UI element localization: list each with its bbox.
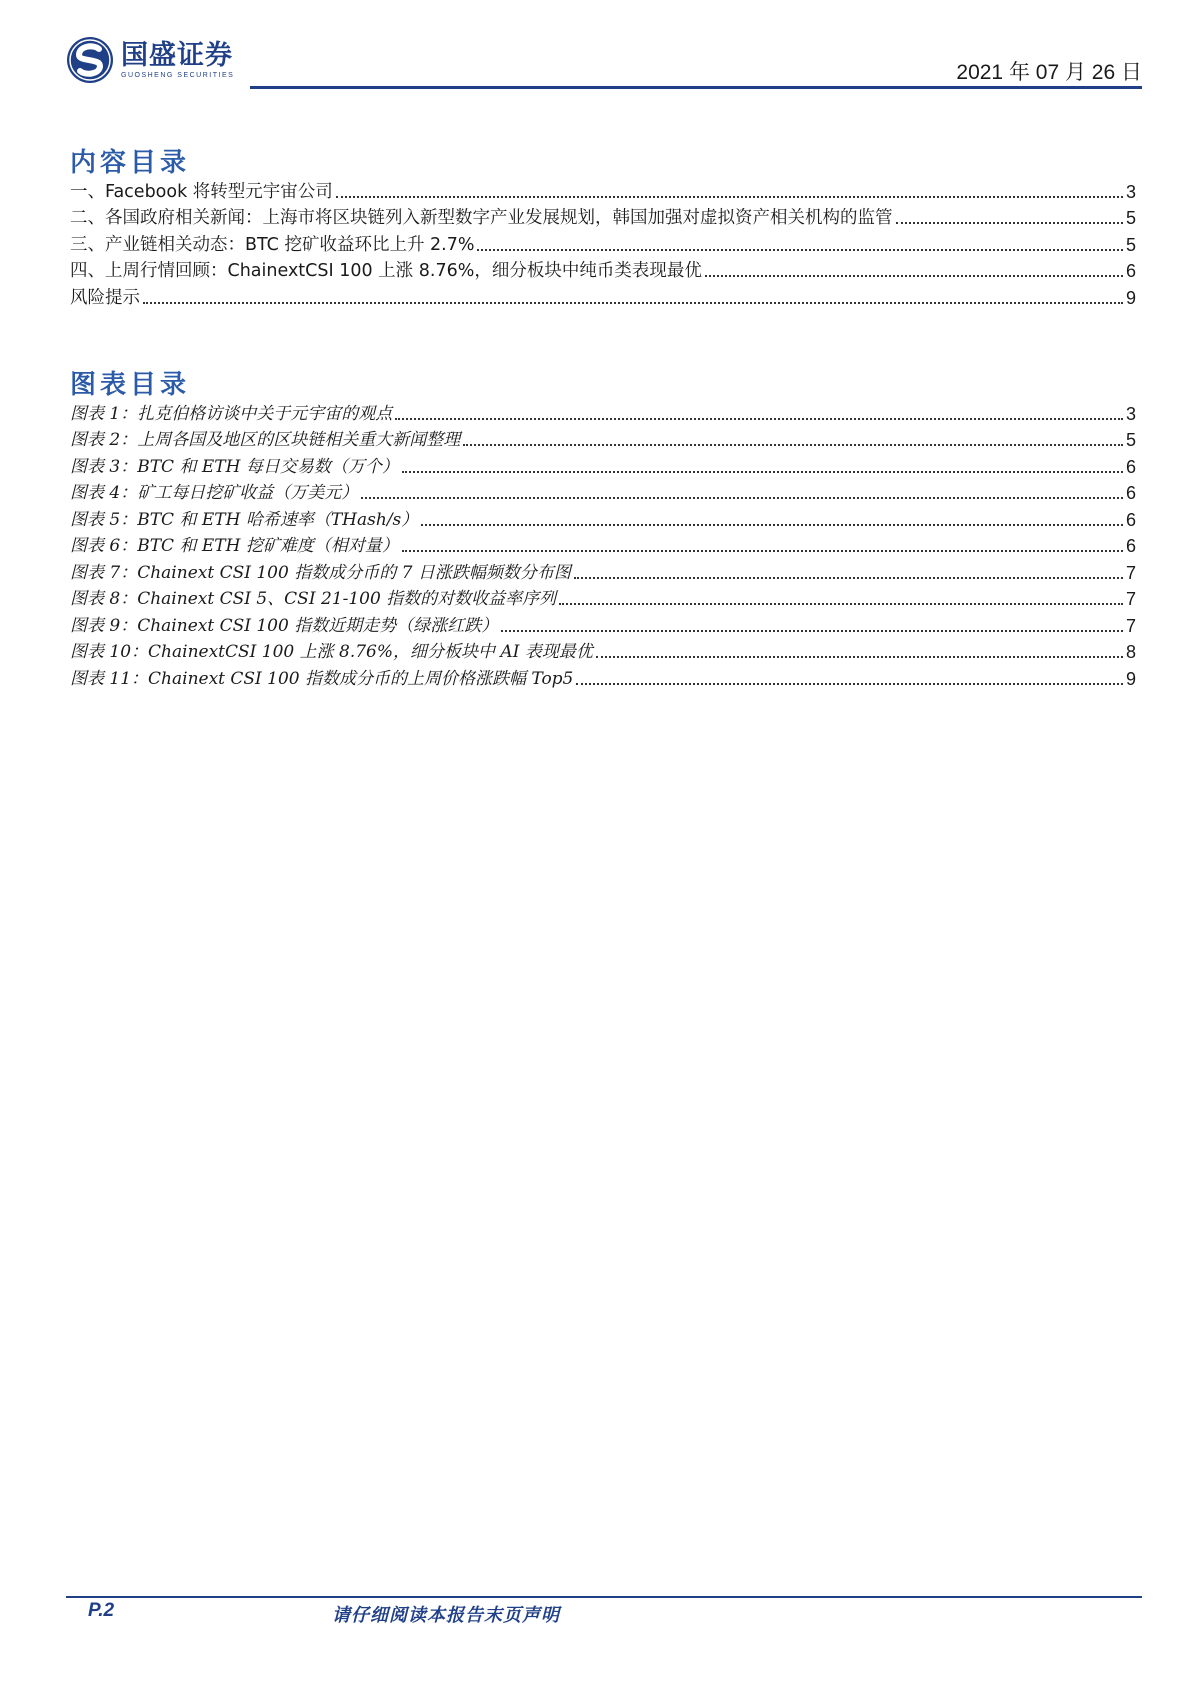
toc-entry-page: 6 [1125,261,1136,281]
toc-leader [421,524,1123,526]
figure-entry-page: 7 [1125,562,1136,583]
toc-entry[interactable] [70,176,1136,203]
toc-leader [574,577,1123,579]
toc-leader [596,656,1123,658]
toc-entry-text: 一、Facebook 将转型元宇宙公司 [70,181,333,202]
toc-leader [143,302,1123,304]
toc-leader [559,603,1123,605]
figure-entry-text: 图表 9：Chainext CSI 100 指数近期走势（绿涨红跌） [70,615,499,636]
figure-entry-page: 6 [1125,509,1136,530]
toc-entry[interactable] [70,256,1136,283]
figure-entry-page: 5 [1125,430,1136,450]
toc-entry[interactable] [70,282,1136,309]
toc-entry-page: 5 [1125,208,1136,228]
toc-entry[interactable] [70,203,1136,230]
toc-leader [477,249,1123,251]
logo-name-cn: 国盛证券 [121,40,233,71]
toc-entry-text: 三、产业链相关动态：BTC 挖矿收益环比上升 2.7% [70,234,475,255]
toc-leader [361,497,1123,499]
contents-list [70,176,1136,309]
figure-entry-text: 图表 5：BTC 和 ETH 哈希速率（THash/s） [70,509,419,530]
figure-entry[interactable] [70,637,1136,664]
report-date: 2021 年 07 月 26 日 [956,61,1142,84]
figures-list [70,398,1136,690]
figure-entry-page: 6 [1125,536,1136,556]
footer-disclaimer-note: 请仔细阅读本报告末页声明 [332,1605,560,1626]
figure-entry[interactable] [70,504,1136,531]
toc-entry-text: 风险提示 [70,287,140,308]
footer-divider [66,1596,1142,1598]
figure-entry[interactable] [70,451,1136,478]
company-logo [66,36,234,84]
figure-entry-text: 图表 3：BTC 和 ETH 每日交易数（万个） [70,456,399,477]
logo-mark-icon [66,36,114,84]
figures-title: 图表目录 [70,370,191,400]
figure-entry-text: 图表 11：Chainext CSI 100 指数成分币的上周价格涨跌幅 Top5 [70,668,574,689]
figure-entry[interactable] [70,663,1136,690]
figure-entry-page: 8 [1125,642,1136,662]
figure-entry[interactable] [70,557,1136,584]
figure-entry-page: 6 [1125,456,1136,477]
toc-leader [705,275,1123,277]
figure-entry-page: 7 [1125,589,1136,609]
figure-entry[interactable] [70,584,1136,611]
figure-entry[interactable] [70,425,1136,452]
figure-entry-page: 7 [1125,615,1136,636]
figure-entry-text: 图表 8：Chainext CSI 5、CSI 21-100 指数的对数收益率序列 [70,589,557,609]
toc-entry-page: 5 [1125,234,1136,255]
figure-entry-text: 图表 7：Chainext CSI 100 指数成分币的 7 日涨跌幅频数分布图 [70,562,571,583]
figure-entry-text: 图表 6：BTC 和 ETH 挖矿难度（相对量） [70,536,399,556]
contents-title: 内容目录 [70,148,191,178]
figure-entry-text: 图表 2：上周各国及地区的区块链相关重大新闻整理 [70,430,461,450]
footer-page-number: P.2 [88,1600,115,1621]
toc-leader [576,683,1123,685]
toc-leader [896,222,1123,224]
figure-entry-text: 图表 10：ChainextCSI 100 上涨 8.76%，细分板块中 AI 表现最优 [70,642,593,662]
figure-entry[interactable] [70,398,1136,425]
figure-entry-text: 图表 4：矿工每日挖矿收益（万美元） [70,483,359,503]
figure-entry[interactable] [70,531,1136,558]
toc-entry-text: 四、上周行情回顾：ChainextCSI 100 上涨 8.76%，细分板块中纯币类表现最优 [70,261,702,281]
toc-leader [463,444,1123,446]
toc-entry[interactable] [70,229,1136,256]
figure-entry[interactable] [70,610,1136,637]
figure-entry-page: 3 [1125,403,1136,424]
logo-name-en: GUOSHENG SECURITIES [121,72,235,79]
header-divider [250,86,1142,89]
figure-entry-page: 9 [1125,668,1136,689]
toc-entry-page: 9 [1125,287,1136,308]
toc-leader [395,418,1123,420]
toc-leader [336,196,1123,198]
page-header [66,36,1142,90]
figure-entry-text: 图表 1：扎克伯格访谈中关于元宇宙的观点 [70,403,393,424]
figure-entry[interactable] [70,478,1136,505]
toc-leader [501,630,1123,632]
toc-leader [402,550,1123,552]
toc-entry-text: 二、各国政府相关新闻：上海市将区块链列入新型数字产业发展规划，韩国加强对虚拟资产相关机构的监管 [70,208,893,228]
toc-leader [402,471,1123,473]
figure-entry-page: 6 [1125,483,1136,503]
toc-entry-page: 3 [1125,181,1136,202]
